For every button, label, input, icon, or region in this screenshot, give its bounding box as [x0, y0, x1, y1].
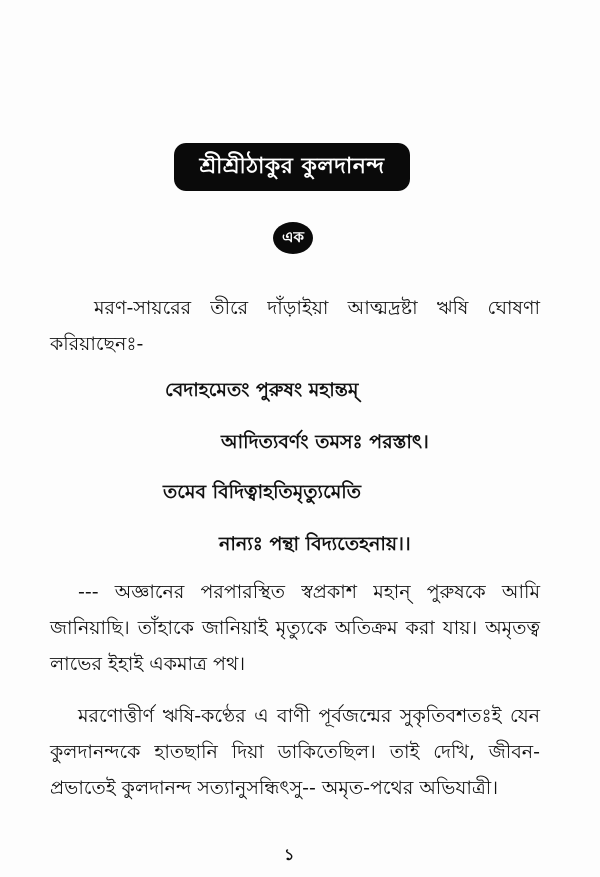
closing-line-1: মরণোত্তীর্ণ ঋষি-কণ্ঠের এ বাণী পূর্বজন্মের সুকৃতিবশতঃই যেন: [78, 705, 540, 727]
chapter-number-badge: [273, 222, 313, 254]
verse-line-4: নান্যঃ পন্থা বিদ্যতেহনায়।।: [219, 533, 411, 555]
translation-paragraph: [50, 574, 540, 682]
verse-line-1: বেদাহমেতং পুরুষং মহান্তম্: [165, 379, 359, 401]
intro-line-1: মরণ-সায়রের তীরে দাঁড়াইয়া আত্মদ্রষ্টা ঋষি ঘোষণা: [94, 297, 540, 319]
closing-paragraph: [50, 698, 540, 806]
translation-line-2: জানিয়াছি। তাঁহাকে জানিয়াই মৃত্যুকে অতিক্রম করা যায়। অমৃতত্ব: [50, 617, 540, 639]
book-title: শ্রীশ্রীঠাকুর কুলদানন্দ: [199, 153, 385, 179]
translation-line-3: লাভের ইহাই একমাত্র পথ।: [50, 653, 246, 675]
intro-line-2: করিয়াছেনঃ-: [50, 333, 144, 355]
verse-line-2: আদিত্যবর্ণং তমসঃ পরস্তাৎ।: [221, 431, 429, 453]
chapter-number: এক: [282, 227, 304, 246]
translation-line-1: --- অজ্ঞানের পরপারস্থিত স্বপ্রকাশ মহান্ পুরুষকে আমি: [78, 581, 540, 603]
closing-line-2: কুলদানন্দকে হাতছানি দিয়া ডাকিতেছিল। তাই দেখি, জীবন-: [50, 741, 540, 763]
verse-line-3: তমেব বিদিত্বাহতিমৃত্যুমেতি: [163, 481, 361, 503]
chapter-title-banner: [174, 143, 410, 191]
page-number: ১: [284, 845, 295, 864]
intro-paragraph: [50, 290, 540, 362]
closing-line-3: প্রভাতেই কুলদানন্দ সত্যানুসন্ধিৎসু-- অমৃত-পথের অভিযাত্রী।: [50, 777, 499, 799]
